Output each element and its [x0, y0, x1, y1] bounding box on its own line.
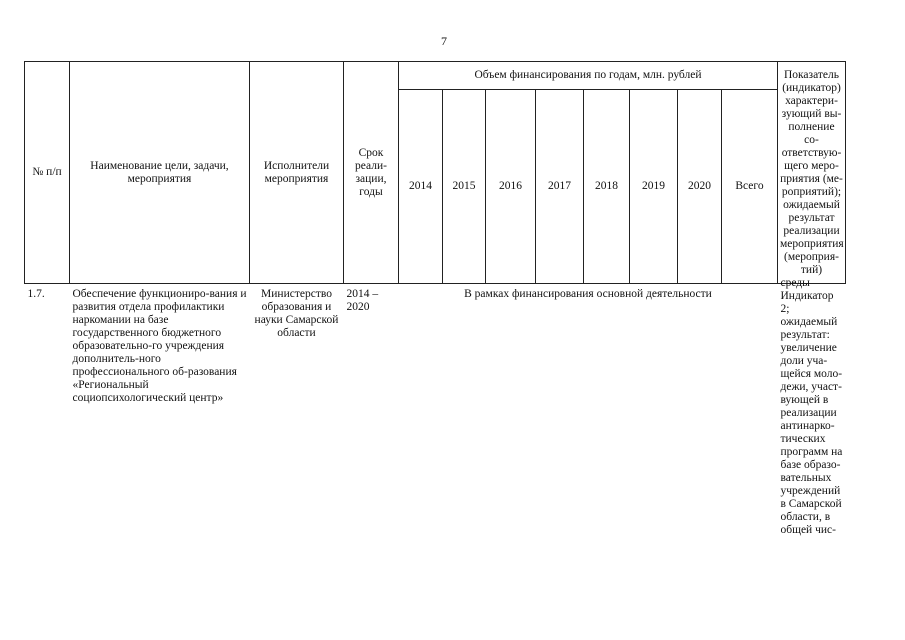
header-year: 2015: [443, 90, 486, 284]
header-indicator: Показатель (индикатор) характери-зующий вы-полнение со-ответствую-щего меро-приятия (ме-роприятий); ожидаемый результат реализации мероприятия (мероприя-тий): [778, 62, 846, 284]
row-indicator-cell: [778, 277, 846, 538]
row-funding: В рамках финансирования основной деятельности: [464, 288, 712, 300]
header-num: № п/п: [25, 62, 70, 284]
header-year: 2019: [630, 90, 678, 284]
header-funding-group: Объем финансирования по годам, млн. рублей: [399, 62, 778, 90]
header-year: 2018: [584, 90, 630, 284]
header-term: Срок реали-зации, годы: [344, 62, 399, 284]
header-executors: Исполнители мероприятия: [250, 62, 344, 284]
header-year: 2020: [678, 90, 722, 284]
table-row: [25, 284, 846, 538]
row-name: Обеспечение функциониро-вания и развития отдела профилактики наркомании на базе государственного бюджетного образовательно-го учреждения дополнитель-ного профессионального об-разования «Региональный социопсихологический центр»: [72, 288, 247, 404]
header-year: 2017: [536, 90, 584, 284]
header-year: 2014: [399, 90, 443, 284]
row-term: 2014 – 2020: [346, 288, 379, 313]
row-indicator: среды Индикатор 2; ожидаемый результат: увеличение доли уча-щейся моло-дежи, участ-вующей в реализации антинарко-тических программ на базе образо-вательных учреждений в Самарской области, в общей чис-: [780, 277, 843, 536]
program-table: [24, 61, 846, 537]
row-executor: Министерство образования и науки Самарской области: [254, 288, 339, 339]
page-number: 7: [441, 34, 447, 48]
header-total: Всего: [722, 90, 778, 284]
header-row-top: [25, 62, 846, 90]
header-name: Наименование цели, задачи, мероприятия: [70, 62, 250, 284]
row-number: 1.7.: [27, 288, 45, 300]
header-year: 2016: [486, 90, 536, 284]
